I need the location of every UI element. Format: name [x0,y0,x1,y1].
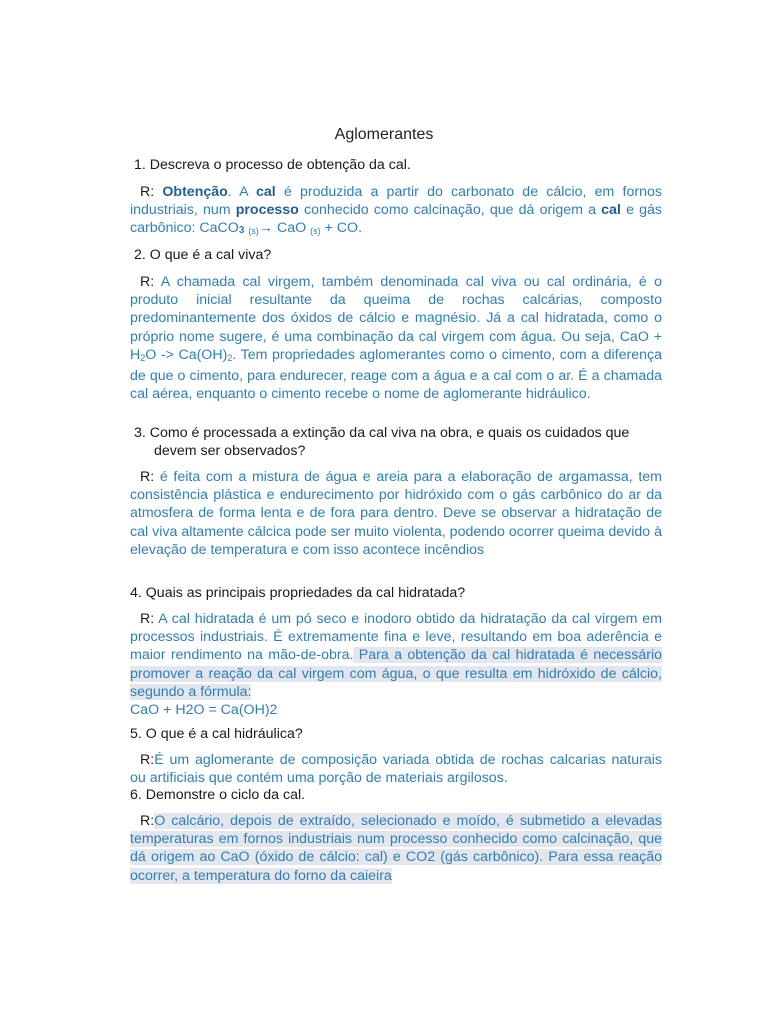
question-1: 1. Descreva o processo de obtenção da cal. [134,157,411,173]
question-5: 5. O que é a cal hidráulica? [130,726,303,742]
answer-prefix: R: [140,469,160,485]
subscript: 2 [140,352,146,363]
bold-term: cal [256,184,276,200]
answer-4 [130,610,662,719]
answer-5 [130,751,662,787]
answer-prefix: R: [140,611,159,627]
answer-prefix: R: [140,752,155,768]
question-2: 2. O que é a cal viva? [134,247,272,263]
question-3-line1: 3. Como é processada a extinção da cal viva na obra, e quais os cuidados que [134,425,630,441]
bold-term: cal [601,202,621,219]
bold-term: Obtenção [162,184,228,200]
subscript: (s) [310,226,321,237]
answer-3 [130,468,662,559]
answer-text: A cal hidratada é um pó seco e inodoro obtido da hidratação da cal virgem em processos industriais. É extremamente fina e leve, resultando em boa aderência e maior rendimento na mão-de-obra. [130,611,662,664]
answer-6 [130,812,662,885]
answer-text: É um aglomerante de composição variada obtida de rochas calcarias naturais ou artificiais que contém uma porção de materiais argilosos. [130,752,662,787]
answer-prefix: R: [140,813,155,829]
answer-text: . A [227,184,257,200]
answer-prefix: R: [140,184,163,200]
answer-text: é produzida a partir do carbonato de cálcio, em fornos industriais, num [130,184,662,219]
formula: CaO + H2O = Ca(OH)2 [130,702,278,719]
answer-prefix: R: [140,274,161,290]
question-6: 6. Demonstre o ciclo da cal. [130,787,306,803]
highlighted-text: Para a obtenção da cal hidratada é necessário promover a reação da cal virgem com água, o que resulta em hidróxido de cálcio, segundo a fórmula: [130,647,662,700]
answer-text: conhecido como calcinação, que dá origem a [298,202,602,219]
subscript: 2 [227,352,233,363]
answer-text: → CaO [258,220,311,237]
answer-text: O -> Ca(OH) [145,346,228,363]
answer-2 [130,273,662,403]
answer-text: A chamada cal virgem, também denominada cal viva ou cal ordinária, é o produto inicial resultante da queima de rochas calcárias, composto predominantemente dos óxidos de cálcio e magnésio. Já a cal hidratada, como o próprio nome sugere, é uma combinação da cal virgem com água. Ou seja, CaO + H [130,274,662,363]
answer-text: e gás carbônico: CaCO [130,202,662,237]
bold-term: processo [235,202,299,219]
subscript: (s) [248,226,259,237]
subscript: 3 [238,225,245,237]
answer-text: é feita com a mistura de água e areia para a elaboração de argamassa, tem consistência plástica e endurecimento por hidróxido com o gás carbônico do ar da atmosfera de forma lenta e de fora para dentro. Deve se observar a hidratação de cal viva altamente cálcica pode ser muito violenta, podendo ocorrer queima devido à elevação de temperatura e com isso acontece incêndios [130,469,662,558]
answer-1 [130,183,662,241]
question-4: 4. Quais as principais propriedades da cal hidratada? [130,585,466,601]
page-title: Aglomerantes [334,126,434,143]
question-3 [134,424,629,460]
question-3-line2: devem ser observados? [154,443,306,459]
highlighted-text: O calcário, depois de extraído, selecionado e moído, é submetido a elevadas temperaturas em fornos industriais num processo conhecido como calcinação, que dá origem ao CaO (óxido de cálcio: cal) e CO2 (gás carbônico). Para essa reação ocorrer, a temperatura do forno da caieira [130,813,662,884]
answer-text: + CO. [320,220,363,237]
answer-text: . Tem propriedades aglomerantes como o cimento, com a diferença de que o cimento, para endurecer, reage com a água e a cal com o ar. É a chamada cal aérea, enquanto o cimento recebe o nome de aglomerante hidráulico. [130,346,662,403]
